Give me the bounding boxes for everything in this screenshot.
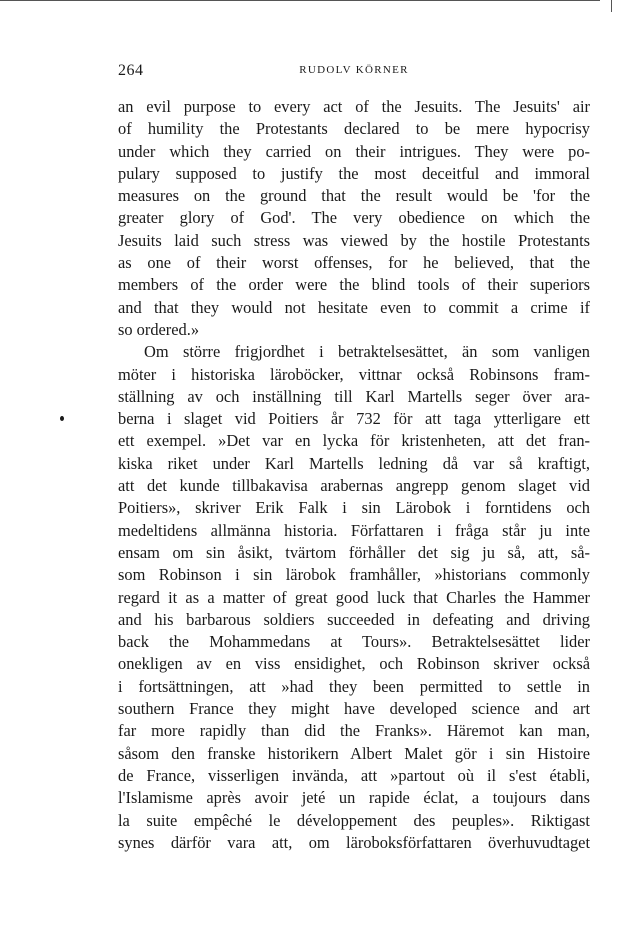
text-line: Jesuits laid such stress was viewed by the hostile Protestants [118, 230, 590, 250]
text-line: greater glory of God'. The very obedience on which the [118, 208, 590, 228]
text-line: members of the order were the blind tools of their superiors [118, 275, 590, 295]
text-line: back the Mohammedans at Tours». Betraktelsesättet lider [118, 632, 590, 652]
text-line: as one of their worst offenses, for he believed, that the [118, 253, 590, 273]
text-line: såsom den franske historikern Albert Malet gör i sin Histoire [118, 743, 590, 763]
text-line: of humility the Protestants declared to be mere hypocrisy [118, 119, 590, 139]
text-line: an evil purpose to every act of the Jesuits. The Jesuits' air [118, 97, 590, 116]
margin-mark [60, 416, 64, 421]
text-line: far more rapidly than did the Franks». Häremot kan man, [118, 721, 590, 741]
corner-edge-rule [611, 0, 612, 12]
text-line: onekligen av en viss ensidighet, och Robinson skriver också [118, 654, 590, 674]
text-line: Poitiers», skriver Erik Falk i sin Lärobok i forntidens och [118, 498, 590, 518]
text-line: and that they would not hesitate even to commit a crime if [118, 297, 590, 317]
text-line: and his barbarous soldiers succeeded in defeating and driving [118, 609, 590, 629]
text-line: regard it as a matter of great good luck that Charles the Hammer [118, 587, 590, 607]
text-line-paragraph-end: so ordered.» [118, 319, 200, 339]
text-line: pulary supposed to justify the most deceitful and immoral [118, 163, 590, 183]
text-line: ställning av och inställning till Karl Martells seger över ara- [118, 386, 590, 406]
page-header [118, 62, 590, 86]
text-line: synes därför vara att, om läroboksförfattaren överhuvudtaget [118, 832, 590, 852]
text-line: kiska riket under Karl Martells ledning då var så kraftigt, [118, 453, 590, 473]
text-line: medeltidens allmänna historia. Författaren i fråga står ju inte [118, 520, 590, 540]
text-line: som Robinson i sin lärobok framhåller, »historians commonly [118, 565, 590, 585]
text-line-paragraph-start: Om större frigjordhet i betraktelsesättet, än som vanligen [144, 342, 590, 362]
text-line: ett exempel. »Det var en lycka för kristenheten, att det fran- [118, 431, 590, 451]
text-line: under which they carried on their intrigues. They were po- [118, 141, 590, 161]
text-line: l'Islamisme après avoir jeté un rapide éclat, a toujours dans [118, 788, 590, 808]
page-number: 264 [118, 62, 144, 79]
text-line: la suite empêché le développement des peuples». Riktigast [118, 810, 590, 830]
text-line: berna i slaget vid Poitiers år 732 för att taga ytterligare ett [118, 409, 590, 429]
body-text [118, 96, 590, 854]
text-line: möter i historiska läroböcker, vittnar också Robinsons fram- [118, 364, 590, 384]
top-edge-rule [0, 0, 600, 1]
text-line: southern France they might have developed science and art [118, 699, 590, 719]
text-line: ensam om sin åsikt, tvärtom förhåller det sig ju så, att, så- [118, 542, 590, 562]
text-line: att det kunde tillbakavisa arabernas angrepp genom slaget vid [118, 476, 590, 496]
running-head: RUDOLV KÖRNER [299, 64, 409, 76]
text-line: i fortsättningen, att »had they been permitted to settle in [118, 676, 590, 696]
text-line: de France, visserligen invända, att »partout où il s'est établi, [118, 765, 590, 785]
text-line: measures on the ground that the result would be 'for the [118, 186, 590, 206]
